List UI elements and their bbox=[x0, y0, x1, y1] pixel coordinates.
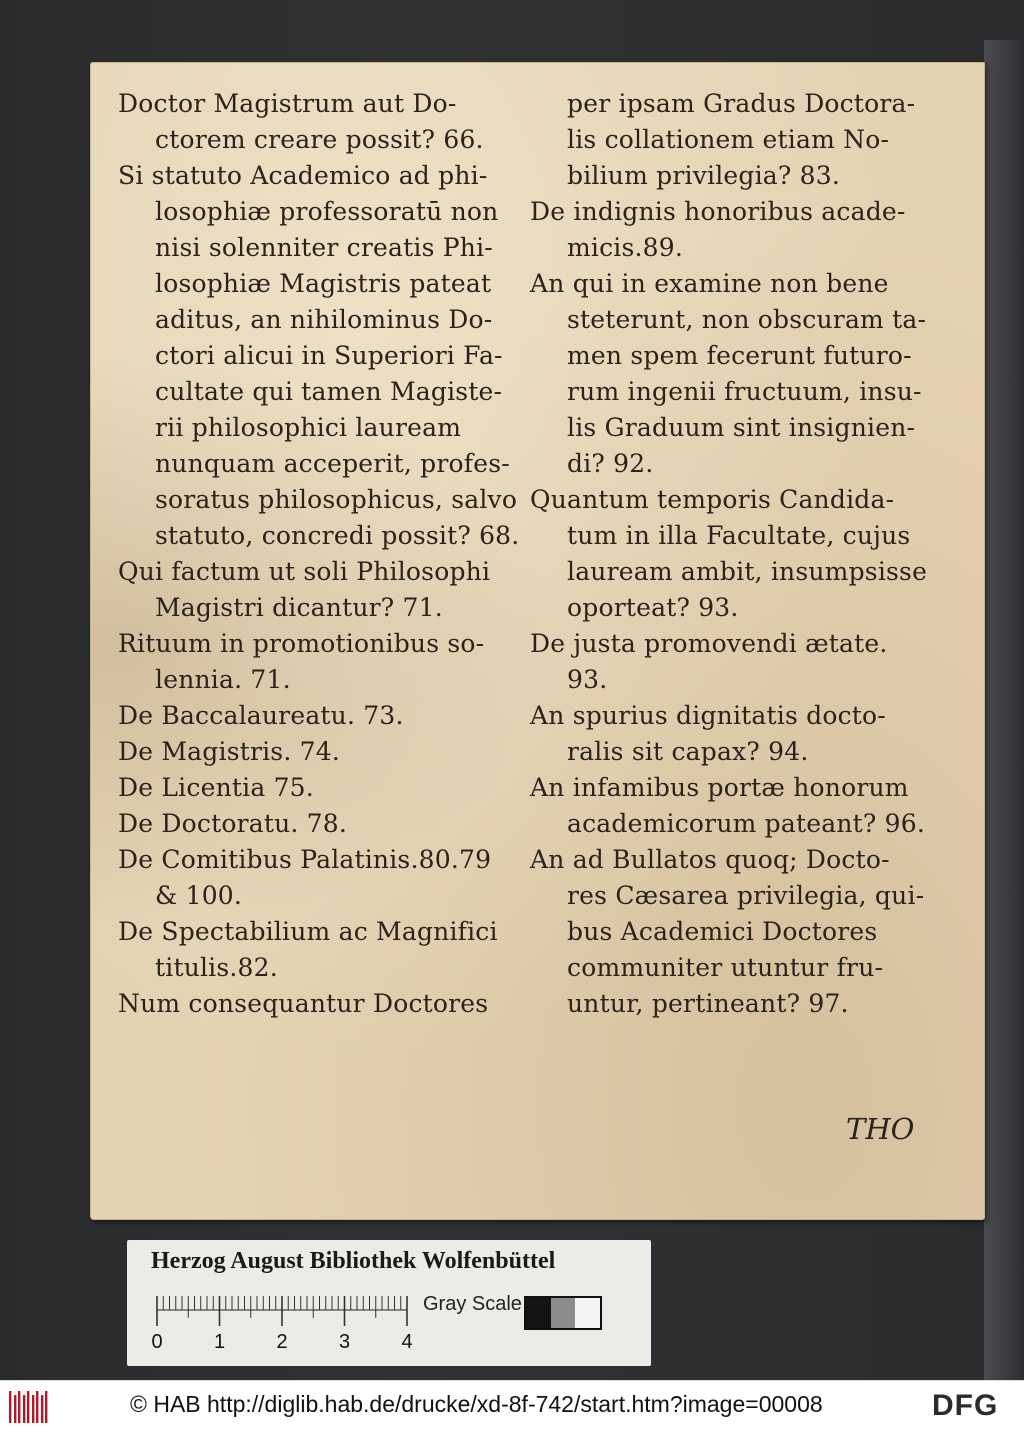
left-entry-line: cultate qui tamen Magiste- bbox=[155, 377, 503, 406]
right-entry-line: communiter utuntur fru- bbox=[567, 953, 884, 982]
ruler-number: 1 bbox=[213, 1331, 226, 1352]
left-entry-line: ctori alicui in Superiori Fa- bbox=[155, 341, 503, 370]
left-entry bbox=[118, 842, 491, 914]
gray-scale-swatch bbox=[524, 1296, 602, 1330]
right-entry-line: 93. bbox=[567, 665, 608, 694]
right-entry bbox=[530, 626, 888, 698]
hab-logo-bar bbox=[45, 1391, 47, 1423]
left-entry bbox=[118, 626, 484, 698]
ruler-number: 4 bbox=[401, 1331, 413, 1352]
left-entry-line: losophiæ Magistris pateat bbox=[155, 269, 492, 298]
left-entry-line: Rituum in promotionibus so- bbox=[118, 629, 485, 658]
left-entry bbox=[118, 158, 519, 554]
dfg-logo: DFG bbox=[932, 1389, 999, 1422]
right-entry-line: lauream ambit, insumpsisse bbox=[567, 557, 928, 586]
right-entry bbox=[530, 842, 924, 1022]
left-entry-line: De Spectabilium ac Magnifici bbox=[118, 917, 498, 946]
right-entry-line: bilium privilegia? 83. bbox=[567, 161, 841, 190]
left-entry-line: Si statuto Academico ad phi- bbox=[118, 161, 488, 190]
right-entry-line: bus Academici Doctores bbox=[567, 917, 878, 946]
hab-logo-bar bbox=[32, 1395, 34, 1423]
left-entry-line: rii philosophici lauream bbox=[155, 413, 462, 442]
color-scale-card bbox=[127, 1240, 651, 1366]
left-entry-line: De Doctoratu. 78. bbox=[118, 809, 348, 838]
ruler-number: 3 bbox=[338, 1331, 351, 1352]
right-entry-line: lis collationem etiam No- bbox=[567, 125, 890, 154]
ruler bbox=[151, 1292, 421, 1352]
right-entry bbox=[530, 86, 915, 194]
gray-scale-label: Gray Scale bbox=[423, 1293, 522, 1315]
left-entry bbox=[118, 806, 347, 842]
left-entry-line: Magistri dicantur? 71. bbox=[155, 593, 443, 622]
ruler-number: 0 bbox=[151, 1331, 163, 1352]
left-entry-line: Doctor Magistrum aut Do- bbox=[118, 89, 457, 118]
left-entry bbox=[118, 734, 340, 770]
cover-board-edge bbox=[984, 40, 1024, 1380]
left-entry-line: titulis.82. bbox=[155, 953, 278, 982]
right-entry-line: di? 92. bbox=[567, 449, 654, 478]
left-entry bbox=[118, 986, 488, 1022]
left-entry-line: Num consequantur Doctores bbox=[118, 989, 489, 1018]
right-entry bbox=[530, 770, 925, 842]
right-entry bbox=[530, 482, 927, 626]
hab-logo-icon bbox=[6, 1389, 50, 1425]
gray-swatch-dark bbox=[526, 1298, 551, 1328]
ruler-number: 2 bbox=[276, 1331, 288, 1352]
right-entry-line: men spem fecerunt futuro- bbox=[567, 341, 912, 370]
right-entry-line: res Cæsarea privilegia, qui- bbox=[567, 881, 925, 910]
hab-logo-bar bbox=[36, 1391, 38, 1423]
left-entry-line: statuto, concredi possit? 68. bbox=[155, 521, 520, 550]
right-entry-line: Quantum temporis Candida- bbox=[530, 485, 895, 514]
left-entry-line: De Comitibus Palatinis.80.79 bbox=[118, 845, 492, 874]
hab-logo-bar bbox=[18, 1391, 20, 1423]
right-entry-line: lis Graduum sint insignien- bbox=[567, 413, 916, 442]
left-entry-line: Qui factum ut soli Philosophi bbox=[118, 557, 491, 586]
left-entry bbox=[118, 770, 314, 806]
right-entry-line: De justa promovendi ætate. bbox=[530, 629, 888, 658]
gray-swatch-mid bbox=[551, 1298, 576, 1328]
right-entry-line: micis.89. bbox=[567, 233, 684, 262]
hab-logo-bar bbox=[41, 1395, 43, 1423]
right-entry-line: An infamibus portæ honorum bbox=[530, 773, 909, 802]
gray-swatch-light bbox=[575, 1298, 600, 1328]
left-entry bbox=[118, 698, 404, 734]
footer-bar bbox=[0, 1380, 1024, 1433]
left-entry-line: aditus, an nihilominus Do- bbox=[155, 305, 493, 334]
left-entry-line: soratus philosophicus, salvo bbox=[155, 485, 518, 514]
hab-logo-bar bbox=[14, 1395, 16, 1423]
hab-logo-bar bbox=[27, 1391, 29, 1423]
right-entry-line: oporteat? 93. bbox=[567, 593, 739, 622]
right-entry bbox=[530, 266, 926, 482]
right-entry-line: An ad Bullatos quoq; Docto- bbox=[530, 845, 890, 874]
left-entry bbox=[118, 86, 484, 158]
right-entry-line: De indignis honoribus acade- bbox=[530, 197, 906, 226]
catchword: THO bbox=[846, 1112, 915, 1146]
left-entry-line: lennia. 71. bbox=[155, 665, 291, 694]
right-entry-line: steterunt, non obscuram ta- bbox=[567, 305, 927, 334]
credit-link[interactable]: © HAB http://diglib.hab.de/drucke/xd-8f-742/start.htm?image=00008 bbox=[130, 1391, 823, 1417]
right-entry-line: An spurius dignitatis docto- bbox=[530, 701, 886, 730]
right-entry-line: rum ingenii fructuum, insu- bbox=[567, 377, 922, 406]
library-name: Herzog August Bibliothek Wolfenbüttel bbox=[151, 1248, 556, 1274]
right-entry bbox=[530, 194, 906, 266]
right-entry-line: An qui in examine non bene bbox=[530, 269, 889, 298]
right-entry bbox=[530, 698, 886, 770]
hab-logo-bar bbox=[9, 1391, 11, 1423]
left-entry-line: nunquam acceperit, profes- bbox=[155, 449, 510, 478]
right-entry-line: ralis sit capax? 94. bbox=[567, 737, 809, 766]
left-entry-line: De Magistris. 74. bbox=[118, 737, 340, 766]
hab-logo-bar bbox=[23, 1395, 25, 1423]
left-entry-line: nisi solenniter creatis Phi- bbox=[155, 233, 493, 262]
left-entry-line: De Licentia 75. bbox=[118, 773, 314, 802]
right-entry-line: academicorum pateant? 96. bbox=[567, 809, 925, 838]
right-entry-line: untur, pertineant? 97. bbox=[567, 989, 849, 1018]
left-entry-line: De Baccalaureatu. 73. bbox=[118, 701, 404, 730]
left-entry bbox=[118, 554, 490, 626]
left-entry-line: ctorem creare possit? 66. bbox=[155, 125, 484, 154]
left-entry bbox=[118, 914, 498, 986]
right-entry-line: per ipsam Gradus Doctora- bbox=[567, 89, 916, 118]
left-entry-line: & 100. bbox=[155, 881, 243, 910]
right-entry-line: tum in illa Facultate, cujus bbox=[567, 521, 911, 550]
left-entry-line: losophiæ professoratū non bbox=[155, 197, 499, 226]
